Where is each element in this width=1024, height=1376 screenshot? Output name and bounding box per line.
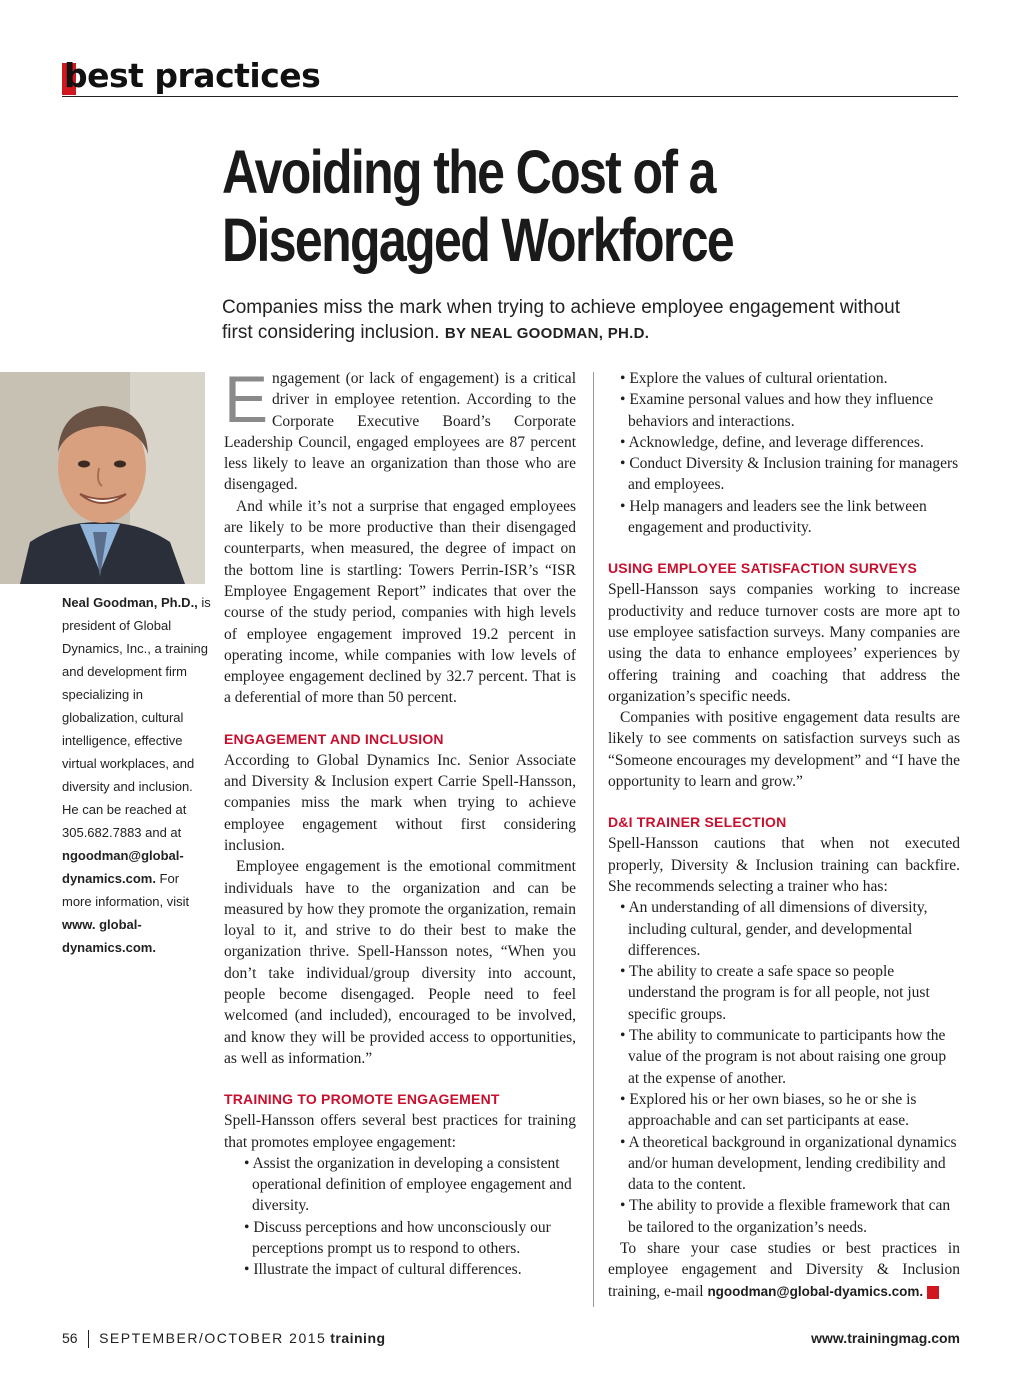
list-item: • The ability to provide a flexible framework that can be tailored to the organization’s needs.: [608, 1195, 960, 1238]
article-deck: [222, 295, 922, 346]
page-number: 56: [62, 1330, 78, 1346]
bio-text-more: For more information, visit: [62, 871, 190, 909]
list-item: • Illustrate the impact of cultural differences.: [232, 1259, 576, 1280]
paragraph: Spell-Hansson offers several best practices for training that promotes employee engagement:: [224, 1112, 576, 1151]
bio-name: Neal Goodman, Ph.D.,: [62, 595, 198, 610]
section-heading: D&I TRAINER SELECTION: [608, 814, 787, 831]
paragraph: Spell-Hansson says companies working to increase productivity and reduce turnover costs are more apt to use employee satisfaction surveys. Many companies are using the data to enhance employees’ experiences by offering training and coaching that address the organization’s specific needs.: [608, 581, 960, 705]
paragraph: Companies with positive engagement data results are likely to see comments on satisfaction surveys such as “Someone encourages my development” and “I have the opportunity to learn and grow.”: [608, 709, 960, 791]
paragraph-text: ngagement (or lack of engagement) is a critical driver in employee retention. According to the Corporate Executive Board’s Corporate Leadership Council, engaged employees are 87 percent less likely to leave an organization than those who are disengaged.: [224, 370, 576, 494]
paragraph: Employee engagement is the emotional commitment individuals have to the organization and can be measured by how they promote the organization, remain loyal to it, and strive to do their best to make the organization thrive. Spell-Hansson notes, “When you don’t take individual/group diversity into account, people become disengaged. People need to feel welcomed (and included), encouraged to be involved, and know they will be provided access to opportunities, as well as information.”: [224, 858, 576, 1067]
footer-folio: [62, 1330, 386, 1348]
list-item: • Conduct Diversity & Inclusion training for managers and employees.: [608, 453, 960, 496]
footer-divider: [88, 1330, 90, 1348]
list-item: • The ability to communicate to participants how the value of the program is not about raising one group at the expense of another.: [608, 1025, 960, 1089]
list-item: • An understanding of all dimensions of diversity, including cultural, gender, and developmental differences.: [608, 897, 960, 961]
magazine-name: training: [330, 1330, 386, 1346]
paragraph-text: To share your case studies or best practices in employee engagement and Diversity & Inclusion training, e-mail: [608, 1239, 960, 1300]
list-item: • Examine personal values and how they influence behaviors and interactions.: [608, 389, 960, 432]
section-heading: ENGAGEMENT AND INCLUSION: [224, 730, 444, 747]
paragraph: According to Global Dynamics Inc. Senior Associate and Diversity & Inclusion expert Carrie Spell-Hansson, companies miss the mark when trying to achieve employee engagement without first considering inclusion.: [224, 751, 576, 854]
bullet-list: [224, 1153, 576, 1281]
list-item: • Assist the organization in developing a consistent operational definition of employee engagement and diversity.: [232, 1153, 576, 1217]
body-column-2: [608, 368, 960, 1302]
list-item: • Acknowledge, define, and leverage differences.: [608, 432, 960, 453]
bio-website[interactable]: www. global-dynamics.com.: [62, 917, 156, 955]
bullet-list: [608, 368, 960, 538]
list-item: • The ability to create a safe space so people understand the program is for all people, not just specific groups.: [608, 961, 960, 1025]
list-item: • Explored his or her own biases, so he or she is approachable and can set participants at ease.: [608, 1089, 960, 1132]
byline: BY NEAL GOODMAN, PH.D.: [444, 325, 650, 342]
list-item: • A theoretical background in organizational dynamics and/or human development, lending credibility and data to the content.: [608, 1132, 960, 1196]
footer-url[interactable]: www.trainingmag.com: [811, 1330, 960, 1346]
author-portrait-illustration: [0, 372, 205, 584]
drop-cap: E: [224, 362, 269, 436]
issue-date: SEPTEMBER/OCTOBER 2015: [99, 1330, 327, 1346]
body-column-1: [224, 362, 576, 1281]
bio-email[interactable]: ngoodman@global-dynamics.com.: [62, 848, 184, 886]
list-item: • Explore the values of cultural orientation.: [608, 368, 960, 389]
contact-email[interactable]: ngoodman@global-dyamics.com.: [707, 1283, 924, 1299]
column-divider: [593, 372, 594, 1307]
paragraph: Spell-Hansson cautions that when not executed properly, Diversity & Inclusion training can backfire. She recommends selecting a trainer who has:: [608, 835, 960, 895]
deck-text: Companies miss the mark when trying to achieve employee engagement without first considering inclusion.: [222, 297, 901, 343]
end-mark-icon: t: [927, 1286, 939, 1299]
author-photo: [0, 372, 205, 584]
list-item: • Help managers and leaders see the link between engagement and productivity.: [608, 496, 960, 539]
bio-text: is president of Global Dynamics, Inc., a training and development firm specializing in globalization, cultural intelligence, effective virtual workplaces, and diversity and inclusion. He can be reached at 305.682.7883 and at: [62, 595, 211, 840]
bullet-list: [608, 897, 960, 1238]
paragraph: [224, 362, 576, 496]
article-title: Avoiding the Cost of a Disengaged Workforce: [222, 138, 734, 274]
section-heading: TRAINING TO PROMOTE ENGAGEMENT: [224, 1091, 500, 1108]
author-bio: [62, 591, 212, 959]
list-item: • Discuss perceptions and how unconsciously our perceptions prompt us to respond to others.: [232, 1217, 576, 1260]
paragraph: And while it’s not a surprise that engaged employees are likely to be more productive than their disengaged counterparts, when measured, the degree of impact on the bottom line is startling: Towers Perrin-ISR’s “ISR Employee Engagement Report” indicates that over the course of the study period, companies with high levels of employee engagement improved 19.2 percent in operating income, while companies with low levels of employee engagement declined by 32.7 percent. That is a deferential of more than 50 percent.: [224, 497, 576, 707]
paragraph: [608, 1238, 960, 1302]
section-heading: USING EMPLOYEE SATISFACTION SURVEYS: [608, 560, 918, 577]
section-label: best practices: [64, 56, 321, 95]
